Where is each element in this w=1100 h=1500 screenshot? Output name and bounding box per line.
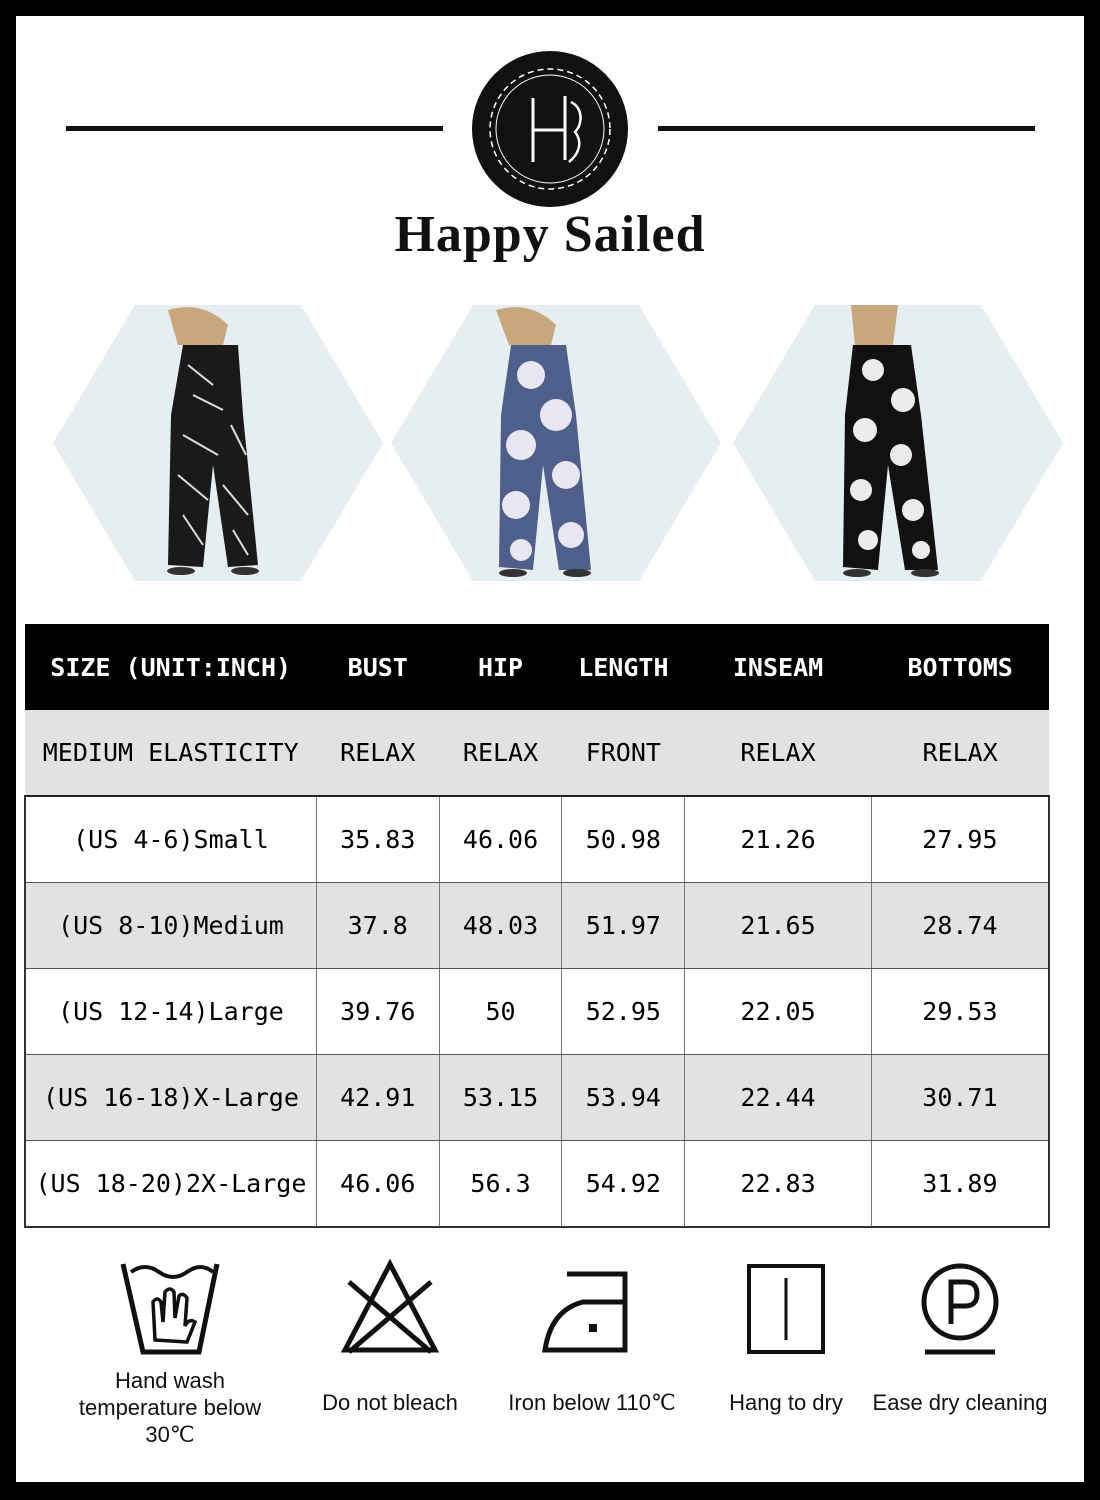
table-cell: 56.3 <box>439 1141 562 1228</box>
brand-name: Happy Sailed <box>394 206 706 263</box>
table-cell: 31.89 <box>871 1141 1049 1228</box>
table-cell: 22.83 <box>685 1141 872 1228</box>
header-bust: BUST <box>316 624 439 710</box>
table-cell: RELAX <box>871 710 1049 796</box>
iron-icon <box>537 1252 647 1367</box>
table-cell: 27.95 <box>871 796 1049 883</box>
product-photo-blue-floral <box>391 305 721 581</box>
table-cell: RELAX <box>685 710 872 796</box>
table-row <box>25 796 1049 883</box>
table-row <box>25 883 1049 969</box>
table-cell: 35.83 <box>316 796 439 883</box>
care-label: Hand wash <box>114 1368 226 1393</box>
header-bottoms: BOTTOMS <box>871 624 1049 710</box>
table-cell: (US 4-6)Small <box>25 796 316 883</box>
care-hand-wash <box>70 1252 270 1448</box>
no-bleach-icon <box>335 1252 445 1367</box>
header-size: SIZE (UNIT:INCH) <box>25 624 316 710</box>
hand-wash-icon <box>115 1252 225 1367</box>
table-cell: 22.05 <box>685 969 872 1055</box>
header-inseam: INSEAM <box>685 624 872 710</box>
care-hang-dry <box>686 1252 886 1416</box>
care-label: Hang to dry <box>729 1390 843 1415</box>
table-cell: 50 <box>439 969 562 1055</box>
table-cell: 42.91 <box>316 1055 439 1141</box>
divider-left <box>66 126 443 131</box>
table-cell: 54.92 <box>562 1141 685 1228</box>
table-cell: 21.26 <box>685 796 872 883</box>
table-cell: RELAX <box>439 710 562 796</box>
care-dry-clean <box>860 1252 1060 1416</box>
divider-right <box>658 126 1035 131</box>
table-cell: MEDIUM ELASTICITY <box>25 710 316 796</box>
table-cell: (US 12-14)Large <box>25 969 316 1055</box>
table-cell: 46.06 <box>439 796 562 883</box>
brand-logo-icon <box>471 50 629 208</box>
care-label: Ease dry cleaning <box>872 1390 1048 1415</box>
care-iron <box>492 1252 692 1416</box>
table-cell: 37.8 <box>316 883 439 969</box>
table-cell: 21.65 <box>685 883 872 969</box>
care-label: temperature below 30℃ <box>78 1395 262 1447</box>
header-hip: HIP <box>439 624 562 710</box>
hang-dry-icon <box>731 1252 841 1367</box>
table-row <box>25 969 1049 1055</box>
care-label: Iron below 110℃ <box>508 1390 676 1415</box>
table-cell: 50.98 <box>562 796 685 883</box>
table-cell: 29.53 <box>871 969 1049 1055</box>
dry-clean-icon <box>905 1252 1015 1367</box>
table-cell: 51.97 <box>562 883 685 969</box>
table-cell: (US 8-10)Medium <box>25 883 316 969</box>
table-header-row <box>25 624 1049 710</box>
table-cell: (US 18-20)2X-Large <box>25 1141 316 1228</box>
table-cell: 39.76 <box>316 969 439 1055</box>
table-cell: FRONT <box>562 710 685 796</box>
table-cell: 28.74 <box>871 883 1049 969</box>
product-photo-leaf-print <box>53 305 383 581</box>
table-cell: RELAX <box>316 710 439 796</box>
table-cell: 53.15 <box>439 1055 562 1141</box>
table-row <box>25 1141 1049 1228</box>
elasticity-row <box>25 710 1049 796</box>
table-cell: 30.71 <box>871 1055 1049 1141</box>
table-cell: (US 16-18)X-Large <box>25 1055 316 1141</box>
table-cell: 46.06 <box>316 1141 439 1228</box>
table-cell: 22.44 <box>685 1055 872 1141</box>
table-cell: 48.03 <box>439 883 562 969</box>
care-label: Do not bleach <box>322 1390 458 1415</box>
table-cell: 53.94 <box>562 1055 685 1141</box>
table-row <box>25 1055 1049 1141</box>
header-length: LENGTH <box>562 624 685 710</box>
size-chart-table <box>24 624 1050 1228</box>
product-photo-monstera-print <box>733 305 1063 581</box>
care-no-bleach <box>290 1252 490 1416</box>
table-cell: 52.95 <box>562 969 685 1055</box>
